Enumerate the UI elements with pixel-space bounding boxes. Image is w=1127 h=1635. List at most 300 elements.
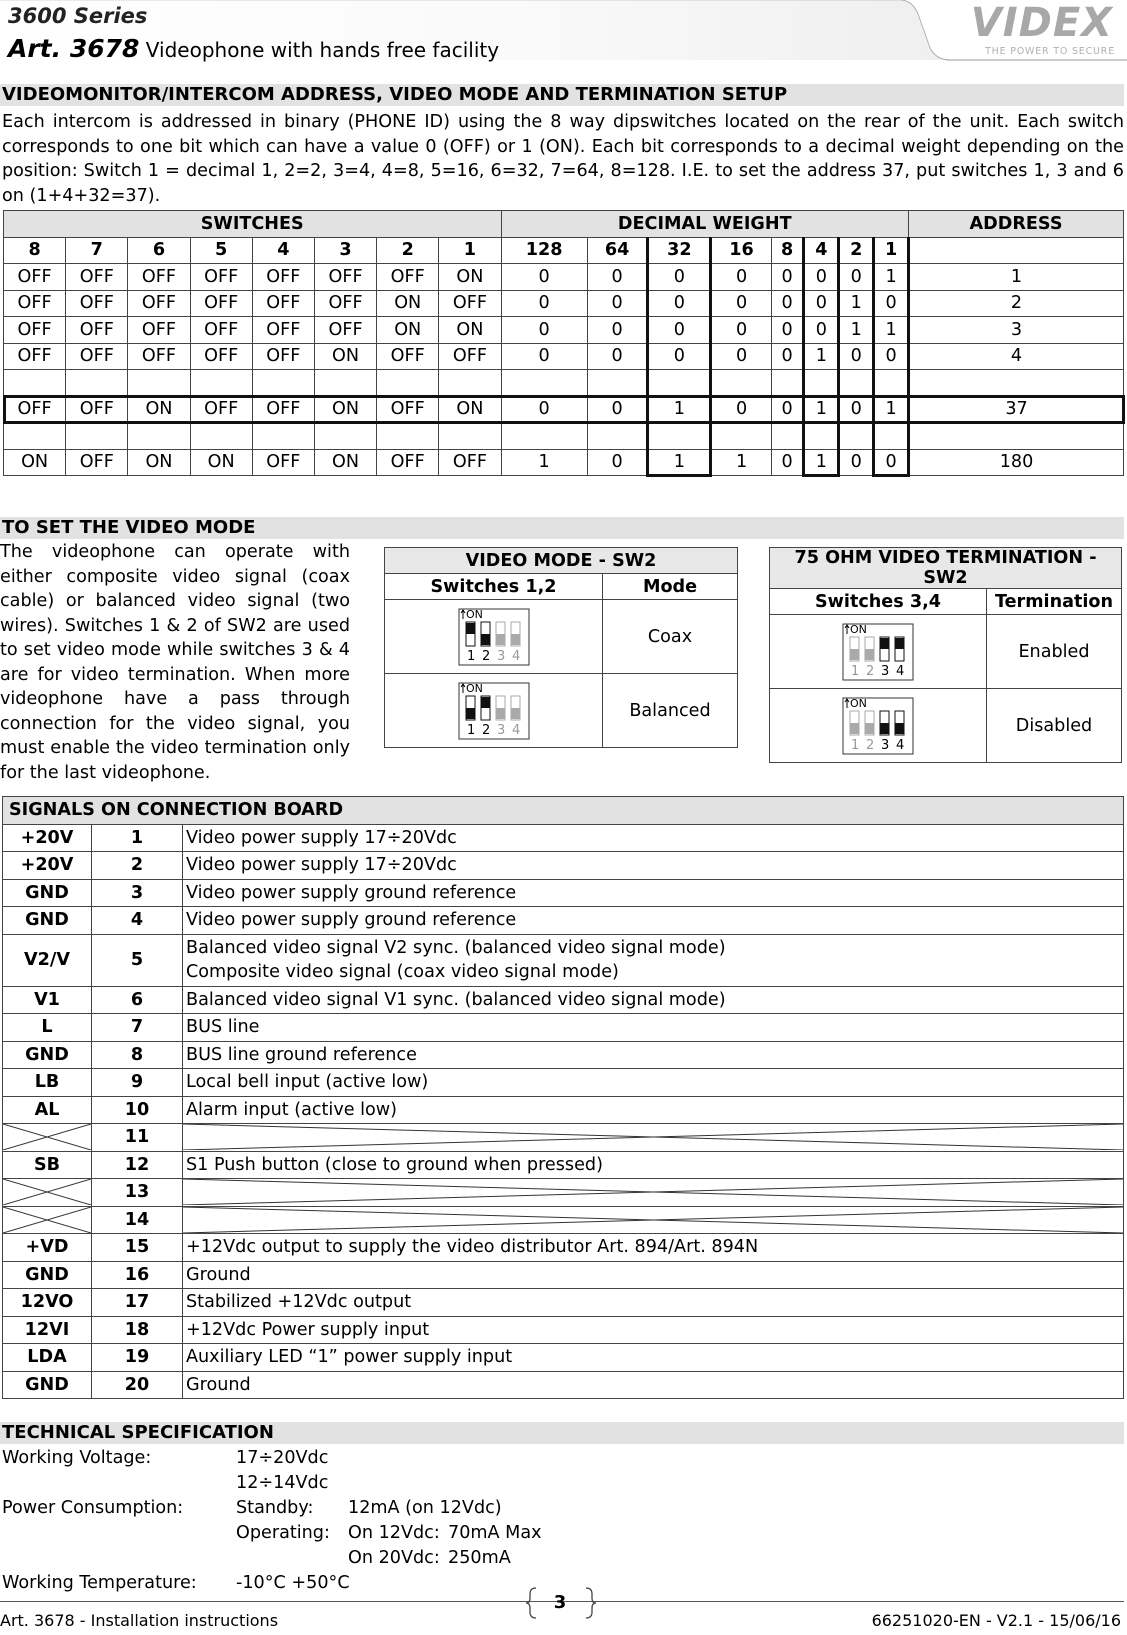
- spacer-cell: [377, 423, 439, 450]
- video-mode-section-title: TO SET THE VIDEO MODE: [0, 517, 1124, 539]
- signal-row: [3, 934, 1124, 986]
- switch-state: OFF: [66, 396, 128, 423]
- unused-pin-cross-icon: [3, 1179, 92, 1207]
- signal-description: S1 Push button (close to ground when pressed): [183, 1151, 1124, 1179]
- signal-row: [3, 1179, 1124, 1207]
- switch-state: OFF: [4, 290, 66, 317]
- bit-value: 0: [771, 317, 804, 344]
- switch-number: 7: [66, 237, 128, 264]
- signal-number: 6: [92, 986, 183, 1014]
- bit-value: 0: [804, 264, 839, 291]
- weight-value: 64: [587, 237, 648, 264]
- bit-value: 1: [804, 343, 839, 370]
- switch-state: ON: [377, 317, 439, 344]
- svg-text:3: 3: [496, 722, 505, 738]
- dip-on-label: ON: [465, 607, 483, 621]
- switch-state: OFF: [314, 264, 376, 291]
- signal-row: [3, 1124, 1124, 1152]
- spacer-cell: [4, 423, 66, 450]
- bit-value: 1: [874, 317, 909, 344]
- switch-state: OFF: [190, 317, 252, 344]
- termination-table: [769, 547, 1122, 763]
- bit-value: 1: [804, 396, 839, 423]
- address-value: 4: [909, 343, 1124, 370]
- bit-value: 0: [501, 317, 587, 344]
- signal-name: V2/V: [3, 934, 92, 986]
- signal-description: Ground: [183, 1371, 1124, 1399]
- signal-description: Video power supply 17÷20Vdc: [183, 824, 1124, 852]
- unused-desc-cross-icon: [183, 1206, 1124, 1234]
- signals-title: SIGNALS ON CONNECTION BOARD: [3, 797, 1124, 825]
- termination-enabled: Enabled: [987, 615, 1122, 689]
- switch-state: OFF: [252, 449, 314, 476]
- spacer-cell: [587, 370, 648, 397]
- signal-number: 7: [92, 1014, 183, 1042]
- switch-number: 1: [439, 237, 501, 264]
- spacer-cell: [314, 370, 376, 397]
- address-row: [4, 317, 1124, 344]
- dip-switch-icon: [842, 697, 914, 755]
- address-header: ADDRESS: [909, 211, 1124, 238]
- standby-label: Standby:: [236, 1498, 314, 1518]
- switch-state: OFF: [4, 343, 66, 370]
- switch-state: OFF: [128, 317, 190, 344]
- address-row: [4, 449, 1124, 476]
- bit-value: 1: [874, 264, 909, 291]
- spacer-cell: [128, 423, 190, 450]
- voltage-value-2: 12÷14Vdc: [236, 1473, 329, 1493]
- switch-state: ON: [128, 396, 190, 423]
- article-title: [8, 34, 499, 63]
- address-row: [4, 343, 1124, 370]
- spacer-cell: [4, 370, 66, 397]
- dip-enabled-cell: [770, 615, 987, 689]
- signal-number: 10: [92, 1096, 183, 1124]
- op-20-label: On 20Vdc:: [348, 1548, 440, 1568]
- signal-description: Video power supply ground reference: [183, 907, 1124, 935]
- signal-name: GND: [3, 907, 92, 935]
- logo-tagline: THE POWER TO SECURE: [985, 46, 1115, 57]
- address-paragraph: Each intercom is addressed in binary (PHONE ID) using the 8 way dipswitches located on the rear of the unit. Each switch corresponds to one bit which can have a value 0 (OFF) or 1 (ON). Each bit corresponds to a decimal weight depending on the position: Switch 1 = decimal 1, 2=2, 3=4, 4=8, 5=16, 6=32, 7=64, 8=128. I.E. to set the address 37, put switches 1, 3 and 6 on (1+4+32=37).: [2, 112, 1124, 206]
- address-blank: [909, 237, 1124, 264]
- signal-number: 17: [92, 1289, 183, 1317]
- spacer-cell: [190, 370, 252, 397]
- spacer-cell: [587, 423, 648, 450]
- page-header: [0, 0, 1127, 66]
- svg-text:2: 2: [866, 737, 875, 753]
- signal-name: +VD: [3, 1234, 92, 1262]
- bit-value: 0: [771, 449, 804, 476]
- switch-number: 8: [4, 237, 66, 264]
- address-row: [4, 290, 1124, 317]
- switch-state: OFF: [252, 396, 314, 423]
- signal-name: GND: [3, 1371, 92, 1399]
- signal-name: LDA: [3, 1344, 92, 1372]
- signal-number: 20: [92, 1371, 183, 1399]
- tech-section-title: TECHNICAL SPECIFICATION: [0, 1422, 1124, 1444]
- address-value: 2: [909, 290, 1124, 317]
- bit-value: 0: [587, 264, 648, 291]
- video-mode-col-mode: Mode: [603, 574, 738, 600]
- bit-value: 0: [771, 264, 804, 291]
- signal-row: [3, 1206, 1124, 1234]
- spacer-cell: [66, 370, 128, 397]
- spacer-cell: [711, 370, 772, 397]
- switch-state: OFF: [190, 290, 252, 317]
- signal-name: +20V: [3, 852, 92, 880]
- signal-name: V1: [3, 986, 92, 1014]
- spacer-cell: [439, 423, 501, 450]
- article-number: Art. 3678: [8, 34, 140, 63]
- bit-value: 0: [711, 396, 772, 423]
- bit-value: 1: [839, 317, 874, 344]
- signal-row: [3, 1151, 1124, 1179]
- signal-number: 19: [92, 1344, 183, 1372]
- weight-value: 2: [839, 237, 874, 264]
- spacer-cell: [874, 423, 909, 450]
- bit-value: 0: [501, 343, 587, 370]
- spacer-cell: [648, 370, 711, 397]
- signal-description: Balanced video signal V1 sync. (balanced video signal mode): [183, 986, 1124, 1014]
- switch-state: OFF: [439, 343, 501, 370]
- switch-state: OFF: [439, 290, 501, 317]
- bit-value: 0: [771, 396, 804, 423]
- series-title: 3600 Series: [8, 4, 148, 28]
- svg-text:3: 3: [881, 663, 890, 679]
- svg-text:4: 4: [896, 663, 905, 679]
- weight-value: 1: [874, 237, 909, 264]
- switch-state: OFF: [377, 449, 439, 476]
- svg-text:1: 1: [466, 648, 475, 664]
- unused-pin-cross-icon: [3, 1206, 92, 1234]
- signal-row: [3, 986, 1124, 1014]
- temp-label: Working Temperature:: [2, 1573, 197, 1593]
- address-table: [3, 210, 1124, 477]
- spacer-cell: [711, 423, 772, 450]
- unused-desc-cross-icon: [183, 1179, 1124, 1207]
- page-number: 3: [553, 1592, 567, 1613]
- switch-state: OFF: [190, 396, 252, 423]
- switch-number: 4: [252, 237, 314, 264]
- signal-row: [3, 1096, 1124, 1124]
- signal-number: 13: [92, 1179, 183, 1207]
- temp-value: -10°C +50°C: [236, 1573, 350, 1593]
- spacer-cell: [839, 370, 874, 397]
- signal-desc-line-1: Balanced video signal V2 sync. (balanced video signal mode): [186, 938, 726, 958]
- switch-state: OFF: [439, 449, 501, 476]
- dip-switch-icon: [458, 682, 530, 740]
- address-value: 3: [909, 317, 1124, 344]
- dip-balanced-cell: [385, 674, 603, 748]
- weight-value: 4: [804, 237, 839, 264]
- bit-value: 1: [839, 290, 874, 317]
- svg-text:1: 1: [851, 737, 860, 753]
- op-20-value: 250mA: [448, 1548, 511, 1568]
- spacer-cell: [771, 370, 804, 397]
- signal-description: BUS line ground reference: [183, 1041, 1124, 1069]
- switch-number: 5: [190, 237, 252, 264]
- switch-state: OFF: [66, 317, 128, 344]
- svg-text:4: 4: [896, 737, 905, 753]
- bit-value: 0: [587, 396, 648, 423]
- signal-number: 18: [92, 1316, 183, 1344]
- switch-number: 3: [314, 237, 376, 264]
- signal-description: Auxiliary LED “1” power supply input: [183, 1344, 1124, 1372]
- signal-name: GND: [3, 1041, 92, 1069]
- signal-description: Ground: [183, 1261, 1124, 1289]
- switch-state: OFF: [252, 290, 314, 317]
- switch-state: OFF: [377, 343, 439, 370]
- switch-state: OFF: [4, 396, 66, 423]
- bit-value: 0: [501, 396, 587, 423]
- spacer-cell: [314, 423, 376, 450]
- switch-number: 6: [128, 237, 190, 264]
- termination-table-title: 75 OHM VIDEO TERMINATION - SW2: [770, 548, 1122, 589]
- video-mode-table-title: VIDEO MODE - SW2: [385, 548, 738, 574]
- bit-value: 0: [874, 290, 909, 317]
- operating-label: Operating:: [236, 1523, 330, 1543]
- bit-value: 1: [648, 449, 711, 476]
- bit-value: 0: [839, 264, 874, 291]
- mode-balanced: Balanced: [603, 674, 738, 748]
- switch-state: ON: [190, 449, 252, 476]
- signal-number: 14: [92, 1206, 183, 1234]
- switch-state: ON: [128, 449, 190, 476]
- svg-text:4: 4: [511, 722, 520, 738]
- bit-value: 1: [501, 449, 587, 476]
- signal-description: BUS line: [183, 1014, 1124, 1042]
- switch-state: OFF: [252, 264, 314, 291]
- signal-name: LB: [3, 1069, 92, 1097]
- voltage-label: Working Voltage:: [2, 1448, 152, 1468]
- signal-row: [3, 1041, 1124, 1069]
- unused-desc-cross-icon: [183, 1124, 1124, 1152]
- svg-text:3: 3: [881, 737, 890, 753]
- address-value: 180: [909, 449, 1124, 476]
- dip-disabled-cell: [770, 689, 987, 763]
- switch-state: ON: [377, 290, 439, 317]
- bit-value: 0: [587, 317, 648, 344]
- power-label: Power Consumption:: [2, 1498, 184, 1518]
- switch-state: ON: [439, 396, 501, 423]
- mode-coax: Coax: [603, 600, 738, 674]
- switch-state: OFF: [128, 290, 190, 317]
- bit-value: 0: [587, 343, 648, 370]
- switch-state: ON: [314, 449, 376, 476]
- bit-value: 0: [839, 343, 874, 370]
- decimal-weight-header: DECIMAL WEIGHT: [501, 211, 909, 238]
- signal-row: [3, 824, 1124, 852]
- signal-number: 16: [92, 1261, 183, 1289]
- switch-state: OFF: [128, 264, 190, 291]
- address-section-title: VIDEOMONITOR/INTERCOM ADDRESS, VIDEO MODE AND TERMINATION SETUP: [0, 84, 1124, 106]
- termination-disabled: Disabled: [987, 689, 1122, 763]
- switch-state: OFF: [66, 290, 128, 317]
- unused-pin-cross-icon: [3, 1124, 92, 1152]
- weight-value: 16: [711, 237, 772, 264]
- signal-row: [3, 852, 1124, 880]
- signal-row: [3, 1344, 1124, 1372]
- spacer-cell: [252, 423, 314, 450]
- bit-value: 0: [839, 396, 874, 423]
- address-row: [4, 264, 1124, 291]
- switch-state: OFF: [66, 449, 128, 476]
- bit-value: 0: [587, 290, 648, 317]
- address-value: 37: [909, 396, 1124, 423]
- address-row: [4, 396, 1124, 423]
- spacer-cell: [190, 423, 252, 450]
- videx-logo: VIDEX: [970, 0, 1113, 46]
- dip-on-label: ON: [850, 696, 867, 710]
- signal-desc-line-2: Composite video signal (coax video signal mode): [186, 962, 619, 982]
- signal-row: [3, 1316, 1124, 1344]
- video-mode-table: [384, 547, 738, 748]
- article-name: Videophone with hands free facility: [145, 38, 500, 62]
- bit-value: 1: [648, 396, 711, 423]
- bit-value: 0: [771, 290, 804, 317]
- op-12-label: On 12Vdc:: [348, 1523, 440, 1543]
- signal-name: SB: [3, 1151, 92, 1179]
- svg-text:2: 2: [866, 663, 875, 679]
- signal-row: [3, 1371, 1124, 1399]
- signal-row: [3, 1289, 1124, 1317]
- footer-right: 66251020-EN - V2.1 - 15/06/16: [871, 1611, 1121, 1630]
- signal-name: +20V: [3, 824, 92, 852]
- spacer-cell: [909, 370, 1124, 397]
- signal-description: +12Vdc output to supply the video distributor Art. 894/Art. 894N: [183, 1234, 1124, 1262]
- switch-state: OFF: [314, 317, 376, 344]
- svg-text:2: 2: [481, 722, 490, 738]
- op-12-value: 70mA Max: [448, 1523, 542, 1543]
- signal-row: [3, 1014, 1124, 1042]
- spacer-cell: [874, 370, 909, 397]
- bit-value: 0: [711, 290, 772, 317]
- spacer-cell: [128, 370, 190, 397]
- bit-value: 0: [648, 290, 711, 317]
- svg-text:4: 4: [511, 648, 520, 664]
- signal-name: L: [3, 1014, 92, 1042]
- svg-text:1: 1: [466, 722, 475, 738]
- signal-row: [3, 1234, 1124, 1262]
- signal-description: Alarm input (active low): [183, 1096, 1124, 1124]
- spacer-cell: [377, 370, 439, 397]
- switch-state: ON: [4, 449, 66, 476]
- spacer-cell: [252, 370, 314, 397]
- bit-value: 0: [648, 317, 711, 344]
- signal-number: 1: [92, 824, 183, 852]
- spacer-cell: [839, 423, 874, 450]
- address-value: 1: [909, 264, 1124, 291]
- switch-state: OFF: [190, 343, 252, 370]
- signal-description: [183, 934, 1124, 986]
- bit-value: 0: [711, 317, 772, 344]
- bit-value: 0: [648, 343, 711, 370]
- signal-number: 4: [92, 907, 183, 935]
- switch-state: OFF: [66, 264, 128, 291]
- weight-value: 128: [501, 237, 587, 264]
- dip-on-label: ON: [850, 622, 867, 636]
- bit-value: 0: [711, 343, 772, 370]
- bit-value: 0: [804, 317, 839, 344]
- switch-state: ON: [439, 317, 501, 344]
- bit-value: 0: [711, 264, 772, 291]
- spacer-cell: [501, 423, 587, 450]
- spacer-cell: [501, 370, 587, 397]
- bit-value: 1: [874, 396, 909, 423]
- signal-number: 3: [92, 879, 183, 907]
- switch-state: OFF: [252, 317, 314, 344]
- bit-value: 0: [501, 264, 587, 291]
- switch-number: 2: [377, 237, 439, 264]
- signal-description: Video power supply ground reference: [183, 879, 1124, 907]
- switch-state: OFF: [190, 264, 252, 291]
- switch-state: OFF: [66, 343, 128, 370]
- termination-col-switches: Switches 3,4: [770, 589, 987, 615]
- dip-on-label: ON: [465, 681, 483, 695]
- signal-description: Local bell input (active low): [183, 1069, 1124, 1097]
- spacer-cell: [771, 423, 804, 450]
- dip-switch-icon: [842, 623, 914, 681]
- signal-number: 9: [92, 1069, 183, 1097]
- svg-text:3: 3: [496, 648, 505, 664]
- bit-value: 0: [501, 290, 587, 317]
- switch-state: OFF: [377, 264, 439, 291]
- signal-number: 11: [92, 1124, 183, 1152]
- bit-value: 0: [771, 343, 804, 370]
- switches-header: SWITCHES: [4, 211, 502, 238]
- bit-value: 0: [648, 264, 711, 291]
- switch-state: OFF: [377, 396, 439, 423]
- signal-number: 15: [92, 1234, 183, 1262]
- signal-description: Video power supply 17÷20Vdc: [183, 852, 1124, 880]
- spacer-cell: [804, 370, 839, 397]
- switch-state: OFF: [252, 343, 314, 370]
- signal-number: 2: [92, 852, 183, 880]
- signal-number: 12: [92, 1151, 183, 1179]
- signal-name: 12VO: [3, 1289, 92, 1317]
- weight-value: 32: [648, 237, 711, 264]
- switch-state: OFF: [4, 264, 66, 291]
- signal-description: +12Vdc Power supply input: [183, 1316, 1124, 1344]
- spacer-cell: [804, 423, 839, 450]
- switch-state: ON: [314, 396, 376, 423]
- dip-switch-icon: [458, 608, 530, 666]
- weight-value: 8: [771, 237, 804, 264]
- switch-state: OFF: [314, 290, 376, 317]
- bit-value: 0: [587, 449, 648, 476]
- switch-state: ON: [314, 343, 376, 370]
- bit-value: 0: [874, 449, 909, 476]
- spacer-cell: [909, 423, 1124, 450]
- bit-value: 1: [804, 449, 839, 476]
- signal-row: [3, 879, 1124, 907]
- bit-value: 0: [874, 343, 909, 370]
- voltage-value-1: 17÷20Vdc: [236, 1448, 329, 1468]
- signal-name: GND: [3, 1261, 92, 1289]
- signal-description: Stabilized +12Vdc output: [183, 1289, 1124, 1317]
- svg-text:1: 1: [851, 663, 860, 679]
- footer-left: Art. 3678 - Installation instructions: [0, 1611, 279, 1630]
- video-mode-paragraph: The videophone can operate with either composite video signal (coax cable) or balanced video signal (two wires). Switches 1 & 2 of SW2 are used to set video mode while switches 3 & 4 are for video termination. When more videophone have a pass through connection for the video signal, you must enable the video termination only for the last videophone.: [0, 542, 350, 783]
- signals-table: [2, 796, 1124, 1399]
- signal-row: [3, 1069, 1124, 1097]
- bit-value: 1: [711, 449, 772, 476]
- signal-row: [3, 907, 1124, 935]
- spacer-cell: [439, 370, 501, 397]
- switch-state: OFF: [4, 317, 66, 344]
- svg-text:2: 2: [481, 648, 490, 664]
- signal-name: 12VI: [3, 1316, 92, 1344]
